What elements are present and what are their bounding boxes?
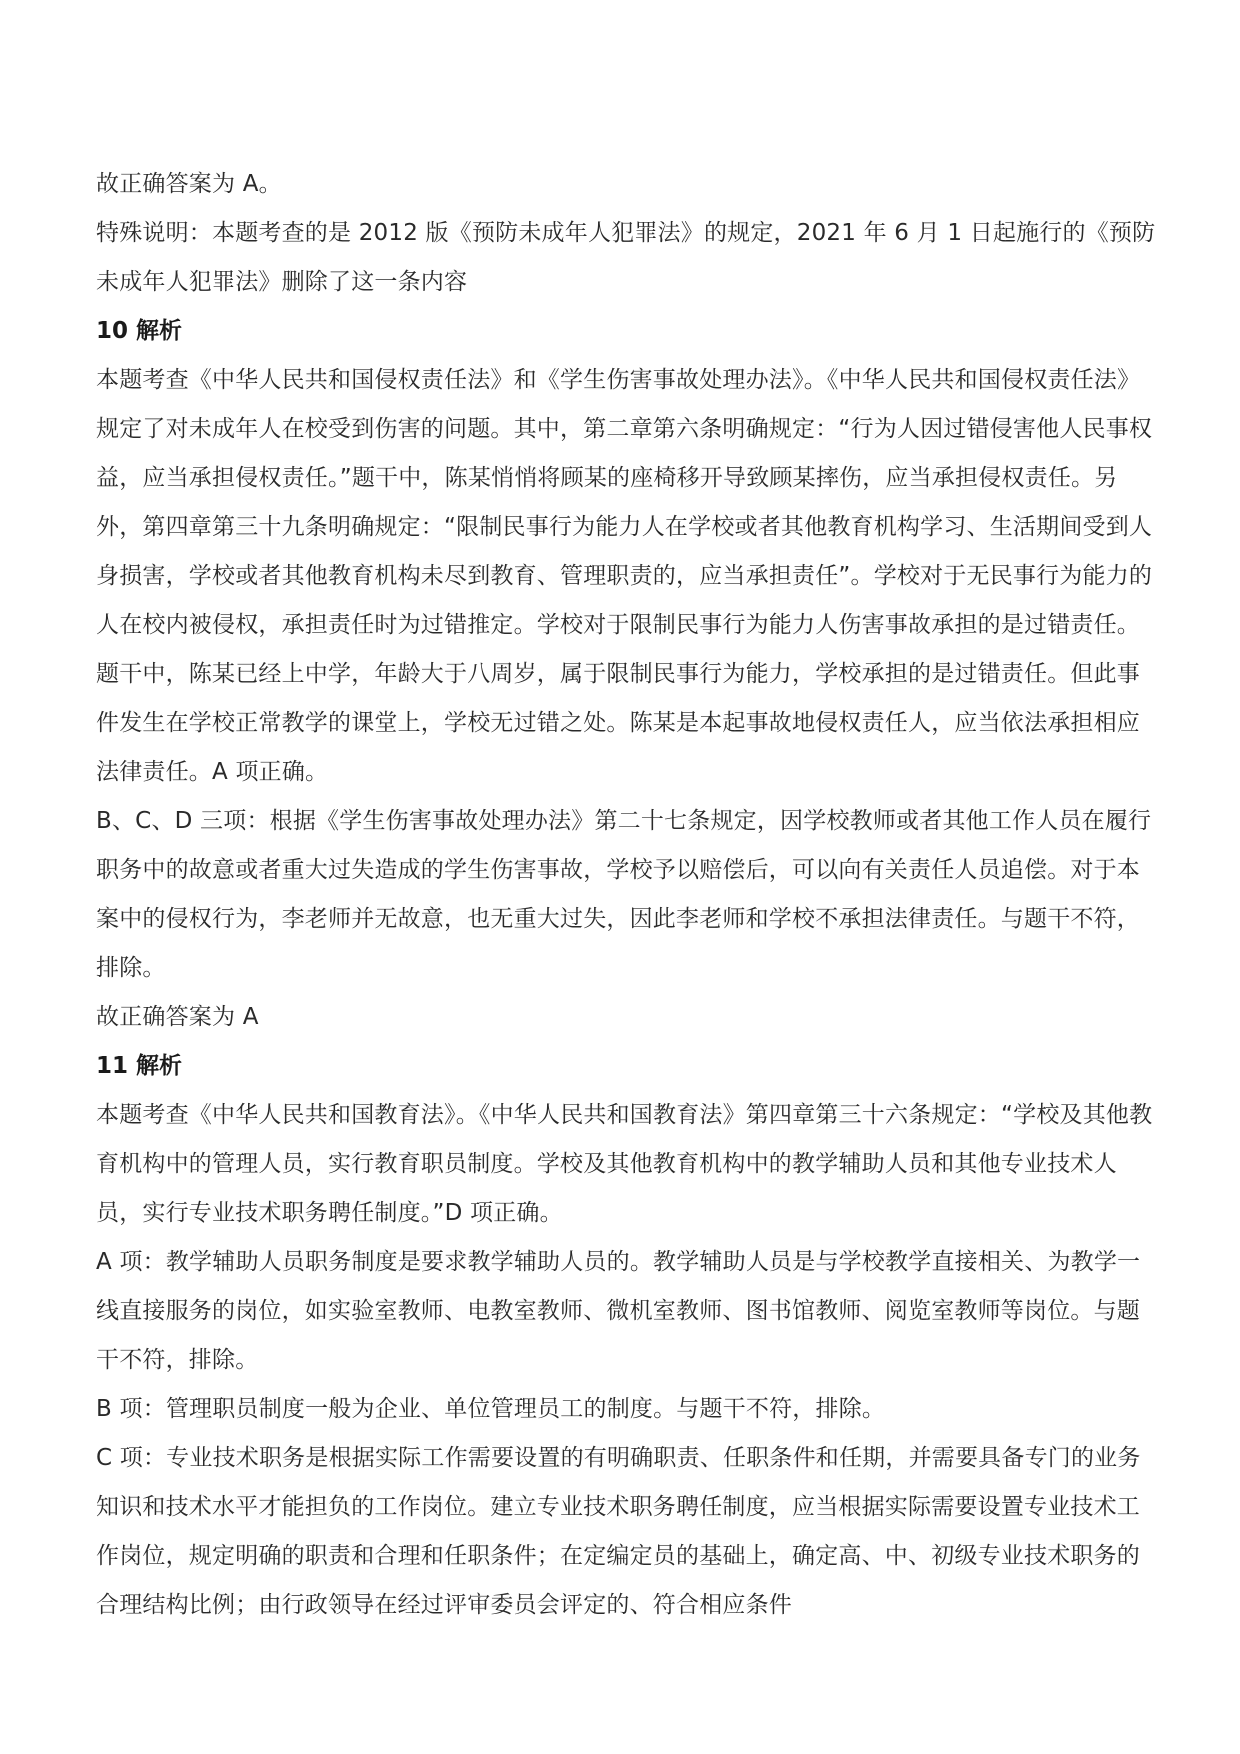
option-b: B 项：管理职员制度一般为企业、单位管理员工的制度。与题干不符，排除。: [96, 1396, 886, 1422]
option-bcd: B、C、D 三项：根据《学生伤害事故处理办法》第二十七条规定，因学校教师或者其他工作人员在履行职务中的故意或者重大过失造成的学生伤害事故，学校予以赔偿后，可以向有关责任人员追偿。对于本案中的侵权行为，李老师并无故意，也无重大过失，因此李老师和学校不承担法律责任。与题干不符，排除。: [96, 808, 1152, 981]
document-page: [96, 160, 1156, 1630]
option-c: C 项：专业技术职务是根据实际工作需要设置的有明确职责、任职条件和任期，并需要具备专门的业务知识和技术水平才能担负的工作岗位。建立专业技术职务聘任制度，应当根据实际需要设置专业技术工作岗位，规定明确的职责和合理和任职条件；在定编定员的基础上，确定高、中、初级专业技术职务的合理结构比例；由行政领导在经过评审委员会评定的、符合相应条件: [96, 1445, 1141, 1618]
section-heading-10: 10 解析: [96, 318, 183, 344]
analysis-paragraph: 本题考查《中华人民共和国侵权责任法》和《学生伤害事故处理办法》。《中华人民共和国侵权责任法》规定了对未成年人在校受到伤害的问题。其中，第二章第六条明确规定：“行为人因过错侵害他人民事权益，应当承担侵权责任。”题干中，陈某悄悄将顾某的座椅移开导致顾某摔伤，应当承担侵权责任。另外，第四章第三十九条明确规定：“限制民事行为能力人在学校或者其他教育机构学习、生活期间受到人身损害，学校或者其他教育机构未尽到教育、管理职责的，应当承担责任”。学校对于无民事行为能力的人在校内被侵权，承担责任时为过错推定。学校对于限制民事行为能力人伤害事故承担的是过错责任。题干中，陈某已经上中学，年龄大于八周岁，属于限制民事行为能力，学校承担的是过错责任。但此事件发生在学校正常教学的课堂上，学校无过错之处。陈某是本起事故地侵权责任人，应当依法承担相应法律责任。A 项正确。: [96, 367, 1153, 785]
answer-line: 故正确答案为 A: [96, 1004, 259, 1030]
answer-line: 故正确答案为 A。: [96, 171, 282, 197]
option-a: A 项：教学辅助人员职务制度是要求教学辅助人员的。教学辅助人员是与学校教学直接相关、为教学一线直接服务的岗位，如实验室教师、电教室教师、微机室教师、图书馆教师、阅览室教师等岗位。与题干不符，排除。: [96, 1249, 1141, 1373]
analysis-paragraph: 本题考查《中华人民共和国教育法》。《中华人民共和国教育法》第四章第三十六条规定：“学校及其他教育机构中的管理人员，实行教育职员制度。学校及其他教育机构中的教学辅助人员和其他专业技术人员，实行专业技术职务聘任制度。”D 项正确。: [96, 1102, 1153, 1226]
special-note: 特殊说明：本题考查的是 2012 版《预防未成年人犯罪法》的规定，2021 年 6 月 1 日起施行的《预防未成年人犯罪法》删除了这一条内容: [96, 220, 1156, 295]
section-heading-11: 11 解析: [96, 1053, 183, 1079]
